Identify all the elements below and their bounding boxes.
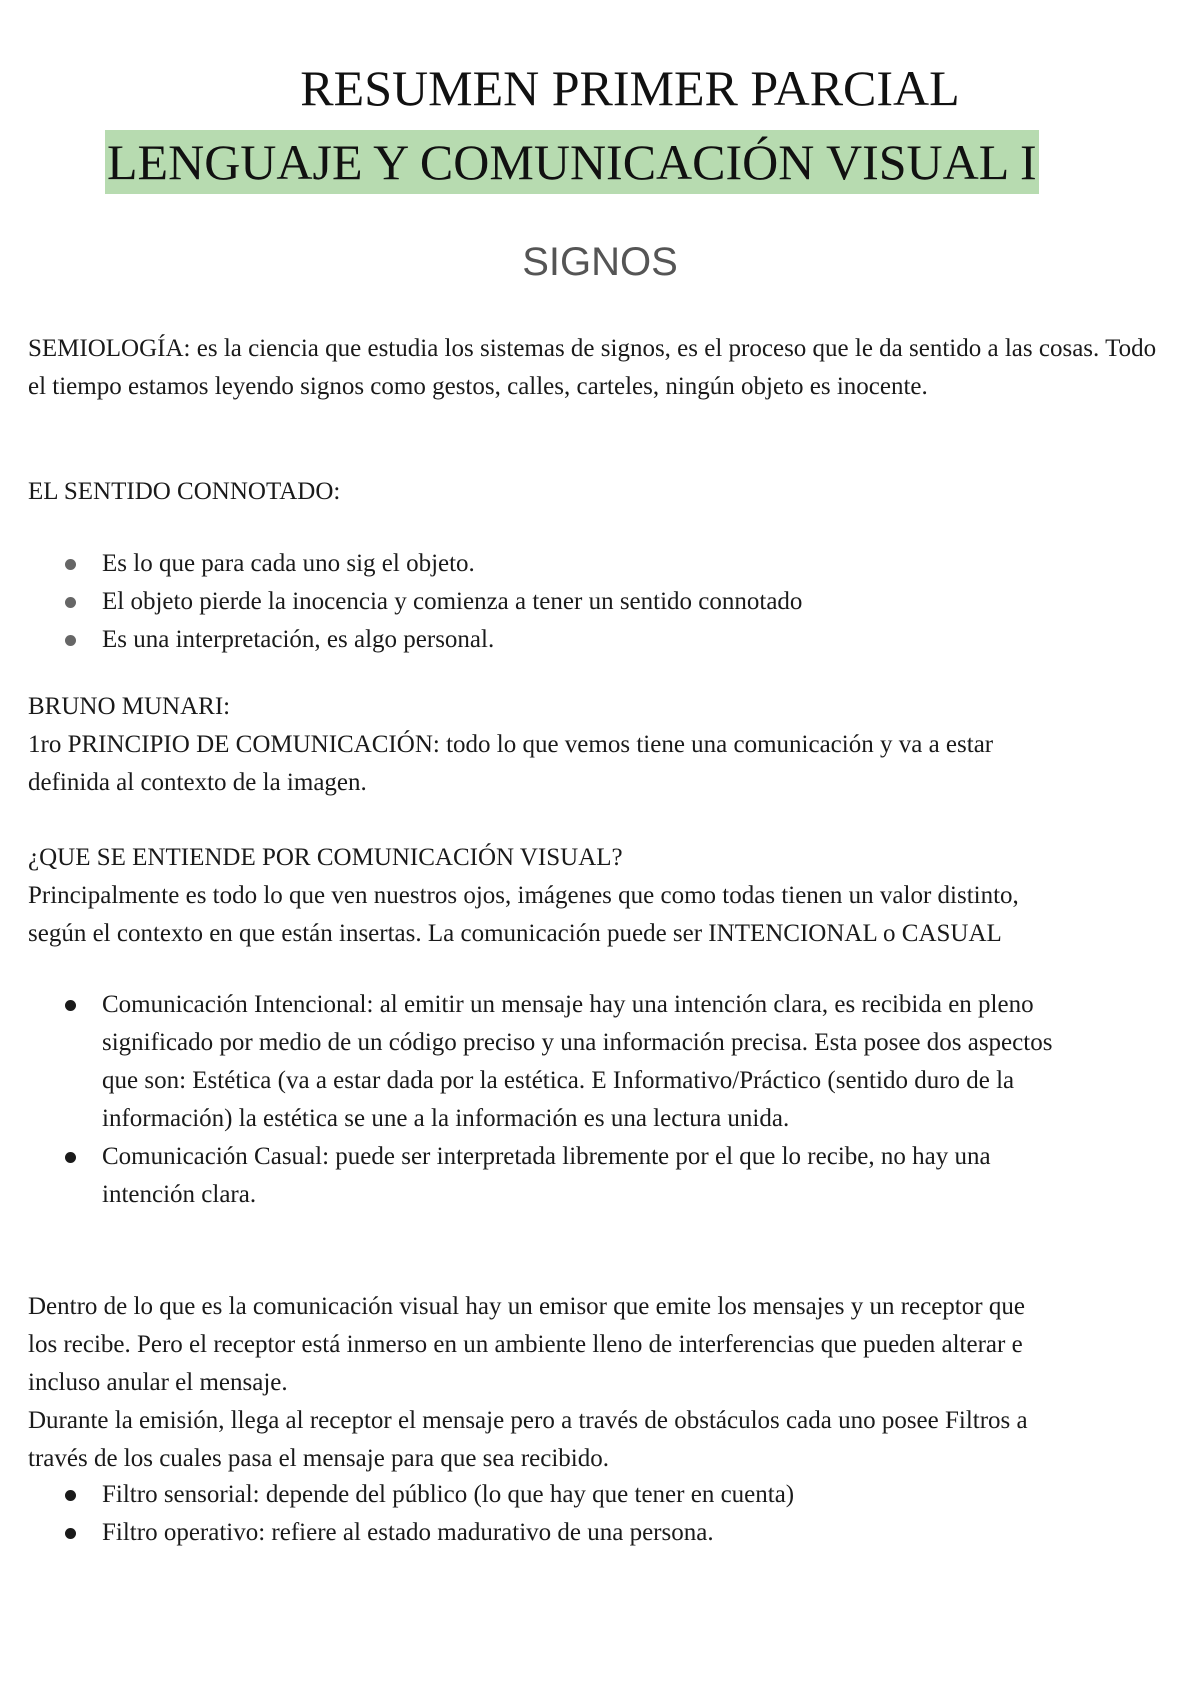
list-item [65, 545, 1165, 583]
emision-paragraph: Durante la emisión, llega al receptor el mensaje pero a través de obstáculos cada uno posee Filtros a través de los cuales pasa el mensaje para que sea recibido. [28, 1407, 1028, 1472]
comunicacion-types-list [65, 986, 1065, 1214]
list-item-text: Comunicación Casual: puede ser interpretada libremente por el que lo recibe, no hay una intención clara. [102, 1143, 991, 1208]
list-item-text: Es lo que para cada uno sig el objeto. [102, 550, 475, 577]
sentido-connotado-list [65, 545, 1165, 659]
munari-paragraph: 1ro PRINCIPIO DE COMUNICACIÓN: todo lo que vemos tiene una comunicación y va a estar definida al contexto de la imagen. [28, 731, 994, 796]
bullet-icon [65, 1490, 76, 1501]
list-item [65, 1138, 1065, 1214]
list-item [65, 1514, 1165, 1552]
list-item-text: Filtro sensorial: depende del público (lo que hay que tener en cuenta) [102, 1481, 795, 1508]
emisor-receptor-paragraph: Dentro de lo que es la comunicación visual hay un emisor que emite los mensajes y un receptor que los recibe. Pero el receptor está inmerso en un ambiente lleno de interferencias que pueden alterar e incluso anular el mensaje. [28, 1293, 1025, 1396]
comunicacion-visual-block [28, 839, 1178, 953]
filtros-list [65, 1476, 1165, 1552]
semiologia-paragraph: SEMIOLOGÍA: es la ciencia que estudia los sistemas de signos, es el proceso que le da sentido a las cosas. Todo el tiempo estamos leyendo signos como gestos, calles, carteles, ningún objeto es inocente. [28, 335, 1157, 400]
munari-heading: BRUNO MUNARI: [28, 693, 231, 720]
list-item-text: El objeto pierde la inocencia y comienza a tener un sentido connotado [102, 588, 803, 615]
list-item [65, 583, 1165, 621]
subtitle-wrapper [105, 130, 1039, 194]
comunicacion-visual-paragraph: Principalmente es todo lo que ven nuestros ojos, imágenes que como todas tienen un valor distinto, según el contexto en que están insertas. La comunicación puede ser INTENCIONAL o CASUAL [28, 882, 1019, 947]
emisor-receptor-block [28, 1288, 1038, 1478]
list-item [65, 986, 1065, 1138]
list-item [65, 1476, 1165, 1514]
bullet-icon [65, 597, 76, 608]
bullet-icon [65, 1152, 76, 1163]
bullet-icon [65, 635, 76, 646]
comunicacion-visual-heading: ¿QUE SE ENTIENDE POR COMUNICACIÓN VISUAL? [28, 844, 623, 871]
sentido-connotado-heading: EL SENTIDO CONNOTADO: [28, 478, 341, 505]
munari-block [28, 688, 1178, 802]
document-subtitle-highlighted: LENGUAJE Y COMUNICACIÓN VISUAL I [105, 130, 1039, 194]
bullet-icon [65, 559, 76, 570]
bullet-icon [65, 1000, 76, 1011]
list-item [65, 621, 1165, 659]
list-item-text: Filtro operativo: refiere al estado madurativo de una persona. [102, 1519, 714, 1546]
list-item-text: Comunicación Intencional: al emitir un mensaje hay una intención clara, es recibida en pleno significado por medio de un código preciso y una información precisa. Esta posee dos aspectos que son: Estética (va a estar dada por la estética. E Informativo/Práctico (sentido duro de la información) la estética se une a la información es una lectura unida. [102, 991, 1053, 1132]
document-title: RESUMEN PRIMER PARCIAL [300, 60, 960, 116]
section-heading-signos: SIGNOS [522, 240, 678, 284]
list-item-text: Es una interpretación, es algo personal. [102, 626, 495, 653]
bullet-icon [65, 1528, 76, 1539]
